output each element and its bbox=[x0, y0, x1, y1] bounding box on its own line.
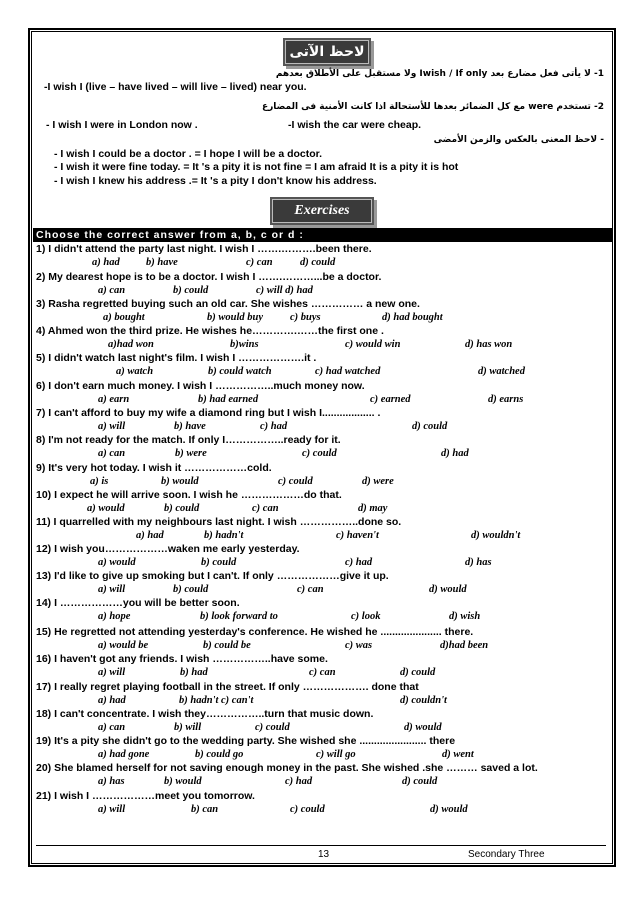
answer-option[interactable]: d) watched bbox=[478, 366, 525, 377]
answer-option[interactable]: d) could bbox=[400, 667, 436, 678]
answer-option[interactable]: b)wins bbox=[230, 339, 259, 350]
answer-option[interactable]: b) could bbox=[173, 285, 209, 296]
answer-option[interactable]: c) can bbox=[309, 667, 336, 678]
answer-option[interactable]: c) will d) had bbox=[256, 285, 313, 296]
question-text: 17) I really regret playing football in the street. If only ………………. done that bbox=[36, 681, 419, 693]
answer-option[interactable]: c) would win bbox=[345, 339, 401, 350]
answer-option[interactable]: c) could bbox=[302, 448, 337, 459]
answer-option[interactable]: a) would bbox=[98, 557, 136, 568]
answer-option[interactable]: d) would bbox=[404, 722, 442, 733]
question-text: 6) I don't earn much money. I wish I ……………..much money now. bbox=[36, 380, 365, 392]
answer-option[interactable]: d) could bbox=[412, 421, 448, 432]
answer-option[interactable]: d) had bbox=[441, 448, 469, 459]
example-line: - I wish I could be a doctor . = I hope I will be a doctor. bbox=[54, 148, 323, 160]
exercises-banner: Exercises bbox=[270, 197, 374, 225]
question-text: 12) I wish you………………waken me early yesterday. bbox=[36, 543, 300, 555]
answer-option[interactable]: d) has bbox=[465, 557, 492, 568]
answer-option[interactable]: b) would bbox=[164, 776, 202, 787]
answer-option[interactable]: c) buys bbox=[290, 312, 321, 323]
answer-option[interactable]: b) could go bbox=[195, 749, 244, 760]
answer-option[interactable]: d) couldn't bbox=[400, 695, 447, 706]
answer-option[interactable]: b) can bbox=[191, 804, 219, 815]
answer-option[interactable]: c) look bbox=[351, 611, 381, 622]
answer-option[interactable]: c) can bbox=[297, 584, 324, 595]
rule-2-arabic: 2- تستخدم were مع كل الضمائر بعدها للأستحالة اذا كانت الأمنية فى المضارع bbox=[261, 102, 604, 112]
answer-option[interactable]: b) hadn't bbox=[204, 530, 244, 541]
answer-option[interactable]: a) will bbox=[98, 584, 126, 595]
rule-1-example: -I wish I (live – have lived – will live – lived) near you. bbox=[44, 81, 307, 93]
answer-option[interactable]: b) hadn't c) can't bbox=[179, 695, 254, 706]
question-text: 11) I quarrelled with my neighbours last night. I wish ……………..done so. bbox=[36, 516, 402, 528]
answer-option[interactable]: d) has won bbox=[465, 339, 513, 350]
answer-option[interactable]: d) went bbox=[442, 749, 474, 760]
answer-option[interactable]: c) haven't bbox=[336, 530, 379, 541]
answer-option[interactable]: a) would bbox=[87, 503, 125, 514]
question-text: 19) It's a pity she didn't go to the wedding party. She wished she ....................... there bbox=[36, 735, 456, 747]
answer-option[interactable]: a) had bbox=[92, 257, 120, 268]
course-label: Secondary Three bbox=[468, 849, 545, 860]
answer-option[interactable]: b) could bbox=[164, 503, 200, 514]
answer-option[interactable]: b) would bbox=[161, 476, 199, 487]
answer-option[interactable]: a) is bbox=[90, 476, 109, 487]
answer-option[interactable]: a) had gone bbox=[98, 749, 150, 760]
question-text: 4) Ahmed won the third prize. He wishes he………….……the first one . bbox=[36, 325, 384, 337]
answer-option[interactable]: c) had watched bbox=[315, 366, 381, 377]
answer-option[interactable]: a) hope bbox=[98, 611, 131, 622]
rule-2-example-1: - I wish I were in London now . bbox=[46, 119, 198, 131]
rule-2-example-2: -I wish the car were cheap. bbox=[288, 119, 422, 131]
answer-option[interactable]: c) could bbox=[255, 722, 290, 733]
footer-rule bbox=[36, 845, 606, 846]
answer-option[interactable]: d) wish bbox=[449, 611, 481, 622]
answer-option[interactable]: b) would buy bbox=[207, 312, 264, 323]
question-text: 1) I didn't attend the party last night. I wish I …….……….been there. bbox=[36, 243, 372, 255]
answer-option[interactable]: d)had been bbox=[440, 640, 489, 651]
example-line: - I wish it were fine today. = It 's a pity it is not fine = I am afraid It is a pity it is hot bbox=[54, 161, 459, 173]
answer-option[interactable]: b) could watch bbox=[208, 366, 272, 377]
answer-option[interactable]: b) have bbox=[146, 257, 178, 268]
answer-option[interactable]: a) has bbox=[98, 776, 125, 787]
answer-option[interactable]: b) could bbox=[173, 584, 209, 595]
answer-option[interactable]: a) can bbox=[98, 722, 126, 733]
answer-option[interactable]: c) can bbox=[246, 257, 273, 268]
answer-option[interactable]: d) wouldn't bbox=[471, 530, 521, 541]
question-text: 2) My dearest hope is to be a doctor. I wish I …….………...be a doctor. bbox=[36, 271, 382, 283]
question-text: 9) It's very hot today. I wish it ………………cold. bbox=[36, 462, 272, 474]
answer-option[interactable]: c) could bbox=[278, 476, 313, 487]
answer-option[interactable]: a) watch bbox=[116, 366, 154, 377]
answer-option[interactable]: a) would be bbox=[98, 640, 149, 651]
question-text: 8) I'm not ready for the match. If only I……………..ready for it. bbox=[36, 434, 341, 446]
answer-option[interactable]: b) could be bbox=[203, 640, 251, 651]
answer-option[interactable]: c) earned bbox=[370, 394, 411, 405]
answer-option[interactable]: d) had bought bbox=[382, 312, 443, 323]
question-text: 15) He regretted not attending yesterday's conference. He wished he ..................... there. bbox=[36, 626, 474, 638]
answer-option[interactable]: a) can bbox=[98, 448, 126, 459]
answer-option[interactable]: b) look forward to bbox=[200, 611, 278, 622]
rule-1-arabic: 1- لا يأتى فعل مضارع بعد Iwish / If only ولا مستقبل على الأطلاق بعدهم bbox=[275, 69, 604, 79]
example-line: - I wish I knew his address .= It 's a pity I don't know his address. bbox=[54, 175, 377, 187]
answer-option[interactable]: a) can bbox=[98, 285, 126, 296]
answer-option[interactable]: d) would bbox=[430, 804, 468, 815]
instruction-bar: Choose the correct answer from a, b, c or d : bbox=[33, 228, 612, 242]
question-text: 10) I expect he will arrive soon. I wish he ………………do that. bbox=[36, 489, 342, 501]
answer-option[interactable]: b) had bbox=[180, 667, 208, 678]
answer-option[interactable]: d) could bbox=[300, 257, 336, 268]
answer-option[interactable]: a) will bbox=[98, 667, 126, 678]
answer-option[interactable]: c) will go bbox=[316, 749, 356, 760]
question-text: 21) I wish I ………………meet you tomorrow. bbox=[36, 790, 255, 802]
answer-option[interactable]: c) could bbox=[290, 804, 325, 815]
rule-3-arabic: - لاحظ المعنى بالعكس والزمن الأمضى bbox=[433, 135, 604, 145]
answer-option[interactable]: d) earns bbox=[488, 394, 524, 405]
page-number: 13 bbox=[318, 849, 330, 860]
answer-option[interactable]: c) can bbox=[252, 503, 279, 514]
answer-option[interactable]: b) have bbox=[174, 421, 206, 432]
answer-option[interactable]: a) earn bbox=[98, 394, 130, 405]
answer-option[interactable]: c) was bbox=[345, 640, 373, 651]
answer-option[interactable]: c) had bbox=[285, 776, 313, 787]
question-text: 18) I can't concentrate. I wish they……………..turn that music down. bbox=[36, 708, 374, 720]
rules-title-banner: لاحظ الآتى bbox=[283, 38, 371, 66]
answer-option[interactable]: a)had won bbox=[108, 339, 154, 350]
answer-option[interactable]: b) will bbox=[174, 722, 202, 733]
answer-option[interactable]: d) could bbox=[402, 776, 438, 787]
question-text: 3) Rasha regretted buying such an old car. She wishes …………… a new one. bbox=[36, 298, 420, 310]
answer-option[interactable]: d) were bbox=[362, 476, 394, 487]
answer-option[interactable]: a) had bbox=[136, 530, 164, 541]
question-text: 5) I didn't watch last night's film. I wish I ……………….it . bbox=[36, 352, 317, 364]
answer-option[interactable]: c) had bbox=[345, 557, 373, 568]
question-text: 20) She blamed herself for not saving enough money in the past. She wished .she ……… saved a lot. bbox=[36, 762, 538, 774]
answer-option[interactable]: b) had earned bbox=[198, 394, 259, 405]
question-text: 7) I can't afford to buy my wife a diamond ring but I wish I.................. . bbox=[36, 407, 381, 419]
answer-option[interactable]: d) would bbox=[429, 584, 467, 595]
answer-option[interactable]: a) bought bbox=[103, 312, 145, 323]
answer-option[interactable]: a) will bbox=[98, 804, 126, 815]
question-text: 13) I'd like to give up smoking but I can't. If only ………………give it up. bbox=[36, 570, 389, 582]
answer-option[interactable]: c) had bbox=[260, 421, 288, 432]
question-text: 14) I ………………you will be better soon. bbox=[36, 597, 240, 609]
answer-option[interactable]: b) could bbox=[201, 557, 237, 568]
answer-option[interactable]: a) will bbox=[98, 421, 126, 432]
answer-option[interactable]: d) may bbox=[358, 503, 388, 514]
question-text: 16) I haven't got any friends. I wish ……………..have some. bbox=[36, 653, 328, 665]
answer-option[interactable]: b) were bbox=[175, 448, 207, 459]
answer-option[interactable]: a) had bbox=[98, 695, 126, 706]
